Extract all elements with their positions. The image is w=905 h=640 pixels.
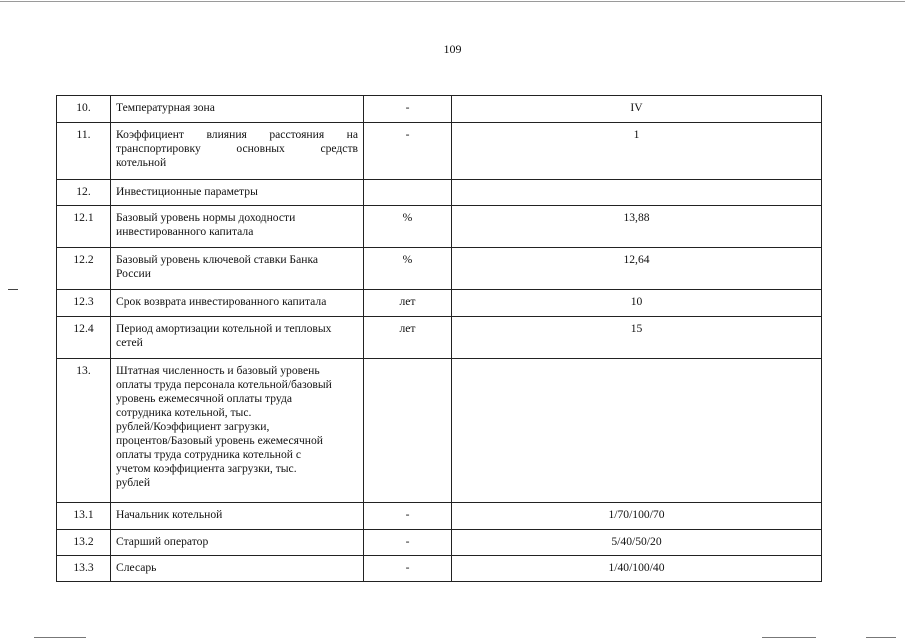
- row-value: 1: [452, 123, 822, 180]
- row-name-line: оплаты труда персонала котельной/базовый: [116, 378, 332, 391]
- row-value: IV: [452, 96, 822, 123]
- row-name-line: Слесарь: [116, 561, 157, 574]
- row-value: 13,88: [452, 206, 822, 248]
- row-name-line: Период амортизации котельной и тепловых: [116, 322, 332, 335]
- row-unit: лет: [364, 290, 452, 317]
- row-name: [111, 556, 364, 582]
- row-unit: [364, 359, 452, 503]
- row-name: [111, 290, 364, 317]
- row-unit: -: [364, 556, 452, 582]
- row-name-line: Начальник котельной: [116, 508, 223, 521]
- row-name: [111, 123, 364, 180]
- row-name-line: учетом коэффициента загрузки, тыс.: [116, 462, 297, 475]
- row-value: [452, 180, 822, 206]
- row-number: 12.4: [57, 317, 111, 359]
- margin-mark: [8, 289, 18, 290]
- row-number: 12.2: [57, 248, 111, 290]
- row-unit: лет: [364, 317, 452, 359]
- row-value: 5/40/50/20: [452, 530, 822, 556]
- row-name-line: Штатная численность и базовый уровень: [116, 364, 320, 377]
- row-name-line: сотрудника котельной, тыс.: [116, 406, 252, 419]
- row-number: 13.2: [57, 530, 111, 556]
- row-name: [111, 503, 364, 530]
- row-name-line: Старший оператор: [116, 535, 209, 548]
- parameters-table: [56, 95, 822, 582]
- table-row: [57, 290, 822, 317]
- row-value: 1/40/100/40: [452, 556, 822, 582]
- table-row: [57, 359, 822, 503]
- table-row: [57, 317, 822, 359]
- page-number: 109: [443, 42, 462, 56]
- row-name-line: котельной: [116, 156, 167, 169]
- bottom-mark-left: [34, 637, 86, 638]
- row-name-line: Базовый уровень нормы доходности: [116, 211, 296, 224]
- row-name-line: России: [116, 267, 151, 280]
- row-name-line: Инвестиционные параметры: [116, 185, 258, 198]
- row-name-line: рублей/Коэффициент загрузки,: [116, 420, 270, 433]
- row-name: [111, 206, 364, 248]
- row-unit: %: [364, 248, 452, 290]
- row-name-line: Коэффициент влияния расстояния на: [116, 128, 358, 141]
- row-number: 11.: [57, 123, 111, 180]
- row-name-line: транспортировку основных средств: [116, 142, 358, 155]
- table-row: [57, 96, 822, 123]
- row-name-line: рублей: [116, 476, 151, 489]
- row-value: 12,64: [452, 248, 822, 290]
- row-name: [111, 96, 364, 123]
- row-value: [452, 359, 822, 503]
- row-unit: -: [364, 96, 452, 123]
- row-number: 12.: [57, 180, 111, 206]
- row-name-line: оплаты труда сотрудника котельной с: [116, 448, 301, 461]
- row-name-line: инвестированного капитала: [116, 225, 254, 238]
- row-value: 1/70/100/70: [452, 503, 822, 530]
- row-name: [111, 248, 364, 290]
- row-name-line: уровень ежемесячной оплаты труда: [116, 392, 293, 405]
- row-number: 13.1: [57, 503, 111, 530]
- row-name-line: процентов/Базовый уровень ежемесячной: [116, 434, 324, 447]
- row-unit: [364, 180, 452, 206]
- row-value: 10: [452, 290, 822, 317]
- table-row: [57, 180, 822, 206]
- row-number: 10.: [57, 96, 111, 123]
- row-unit: -: [364, 530, 452, 556]
- table-row: [57, 556, 822, 582]
- row-name: [111, 359, 364, 503]
- row-name: [111, 530, 364, 556]
- row-name-line: сетей: [116, 336, 143, 349]
- bottom-mark-right: [762, 637, 816, 638]
- row-unit: -: [364, 123, 452, 180]
- row-name-line: Базовый уровень ключевой ставки Банка: [116, 253, 319, 266]
- table-row: [57, 503, 822, 530]
- row-name: [111, 180, 364, 206]
- row-number: 13.3: [57, 556, 111, 582]
- bottom-mark-far-right: [866, 637, 896, 638]
- row-number: 12.3: [57, 290, 111, 317]
- row-unit: %: [364, 206, 452, 248]
- row-unit: -: [364, 503, 452, 530]
- top-border-line: [0, 1, 905, 2]
- row-number: 12.1: [57, 206, 111, 248]
- row-name: [111, 317, 364, 359]
- row-number: 13.: [57, 359, 111, 503]
- table-row: [57, 530, 822, 556]
- row-name-line: Срок возврата инвестированного капитала: [116, 295, 327, 308]
- table-row: [57, 206, 822, 248]
- table-row: [57, 123, 822, 180]
- row-name-line: Температурная зона: [116, 101, 215, 114]
- row-value: 15: [452, 317, 822, 359]
- table-row: [57, 248, 822, 290]
